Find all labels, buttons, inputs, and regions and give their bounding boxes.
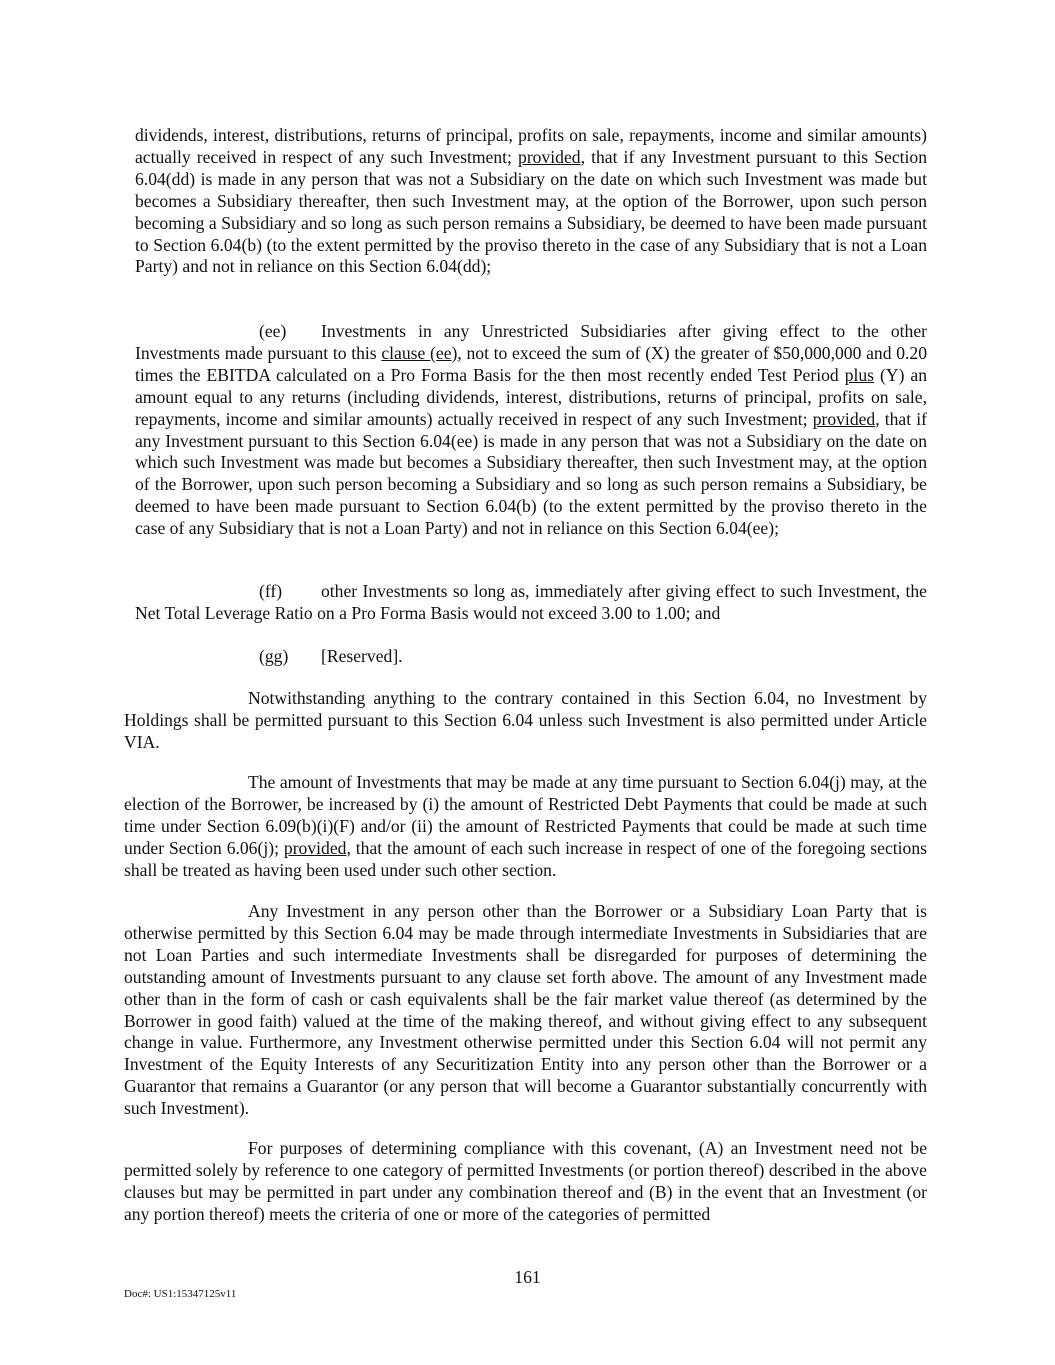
text-span: , that if any Investment pursuant to this Section 6.04(dd) is made in any person that was not a Subsidiary on the date on which such Investment was made but becomes a Subsidiary thereafter, then such Investment may, at the option of the Borrower, upon such person becoming a Subsidiary and so long as such person remains a Subsidiary, be deemed to have been made pursuant to Section 6.04(b) (to the extent permitted by the proviso thereto in the case of any Subsidiary that is not a Loan Party) and not in reliance on this Section 6.04(dd); xyxy=(135,146,928,277)
text-span: (Y) an amount equal to any returns (including dividends, interest, distributions, returns of principal, profits on sale, repayments, income and similar amounts) actually received in respect of any such Investment; xyxy=(135,364,927,429)
clause-label: (ee) xyxy=(259,321,287,341)
provided-term: provided xyxy=(283,837,347,858)
document-id: Doc#: US1:15347125v11 xyxy=(124,1288,237,1300)
clause-label: (gg) xyxy=(259,646,289,666)
text-span: [Reserved]. xyxy=(321,646,403,666)
clause-ee xyxy=(135,321,927,540)
text-span: , that if any Investment pursuant to this Section 6.04(ee) is made in any person that was not a Subsidiary on the date on which such Investment was made but becomes a Subsidiary thereafter, then such Investment may, at the option of the Borrower, upon such person becoming a Subsidiary and so long as such person remains a Subsidiary, be deemed to have been made pursuant to Section 6.04(b) (to the extent permitted by the proviso thereto in the case of any Subsidiary that is not a Loan Party) and not in reliance on this Section 6.04(ee); xyxy=(135,408,927,539)
paragraph-notwithstanding: Notwithstanding anything to the contrary contained in this Section 6.04, no Investment by Holdings shall be permitted pursuant to this Section 6.04 unless such Investment is also permitted under Article VIA. xyxy=(124,688,927,752)
text-span: , that the amount of each such increase in respect of one of the foregoing sections shall be treated as having been used under such other section. xyxy=(124,837,927,880)
clause-label: (ff) xyxy=(259,581,283,601)
clause-gg xyxy=(135,646,927,668)
paragraph-amount-of-investments xyxy=(124,772,927,882)
clause-reference: clause (ee) xyxy=(381,342,458,363)
paragraph-any-investment: Any Investment in any person other than the Borrower or a Subsidiary Loan Party that is otherwise permitted by this Section 6.04 may be made through intermediate Investments in Subsidiaries that are not Loan Parties and such intermediate Investments shall be disregarded for purposes of determining the outstanding amount of Investments pursuant to any clause set forth above. The amount of any Investment made other than in the form of cash or cash equivalents shall be the fair market value thereof (as determined by the Borrower in good faith) valued at the time of the making thereof, and without giving effect to any subsequent change in value. Furthermore, any Investment otherwise permitted under this Section 6.04 will not permit any Investment of the Equity Interests of any Securitization Entity into any person other than the Borrower or a Guarantor that remains a Guarantor (or any person that will become a Guarantor substantially concurrently with such Investment). xyxy=(124,901,927,1119)
plus-term: plus xyxy=(844,364,875,385)
text-span: Investments in any Unrestricted Subsidiaries after giving effect to the other Investments made pursuant to this xyxy=(135,321,927,363)
text-span: , not to exceed the sum of (X) the greater of $50,000,000 and 0.20 times the EBITDA calculated on a Pro Forma Basis for the then most recently ended Test Period xyxy=(135,342,927,385)
provided-term: provided xyxy=(518,146,581,167)
paragraph-purposes: For purposes of determining compliance with this covenant, (A) an Investment need not be permitted solely by reference to one category of permitted Investments (or portion thereof) described in the above clauses but may be permitted in part under any combination thereof and (B) in the event that an Investment (or any portion thereof) meets the criteria of one or more of the categories of permitted xyxy=(124,1138,927,1224)
paragraph-dd-continuation xyxy=(135,125,927,278)
text-span: other Investments so long as, immediately after giving effect to such Investment, the Net Total Leverage Ratio on a Pro Forma Basis would not exceed 3.00 to 1.00; and xyxy=(135,581,927,623)
text-span: The amount of Investments that may be made at any time pursuant to Section 6.04(j) may, at the election of the Borrower, be increased by (i) the amount of Restricted Debt Payments that could be made at such time under Section 6.09(b)(i)(F) and/or (ii) the amount of Restricted Payments that could be made at such time under Section 6.06(j); xyxy=(124,772,927,858)
clause-ff xyxy=(135,581,927,625)
provided-term: provided xyxy=(812,408,876,429)
page-number: 161 xyxy=(514,1267,541,1287)
text-span: dividends, interest, distributions, returns of principal, profits on sale, repayments, income and similar amounts) actually received in respect of any such Investment; xyxy=(135,125,927,167)
